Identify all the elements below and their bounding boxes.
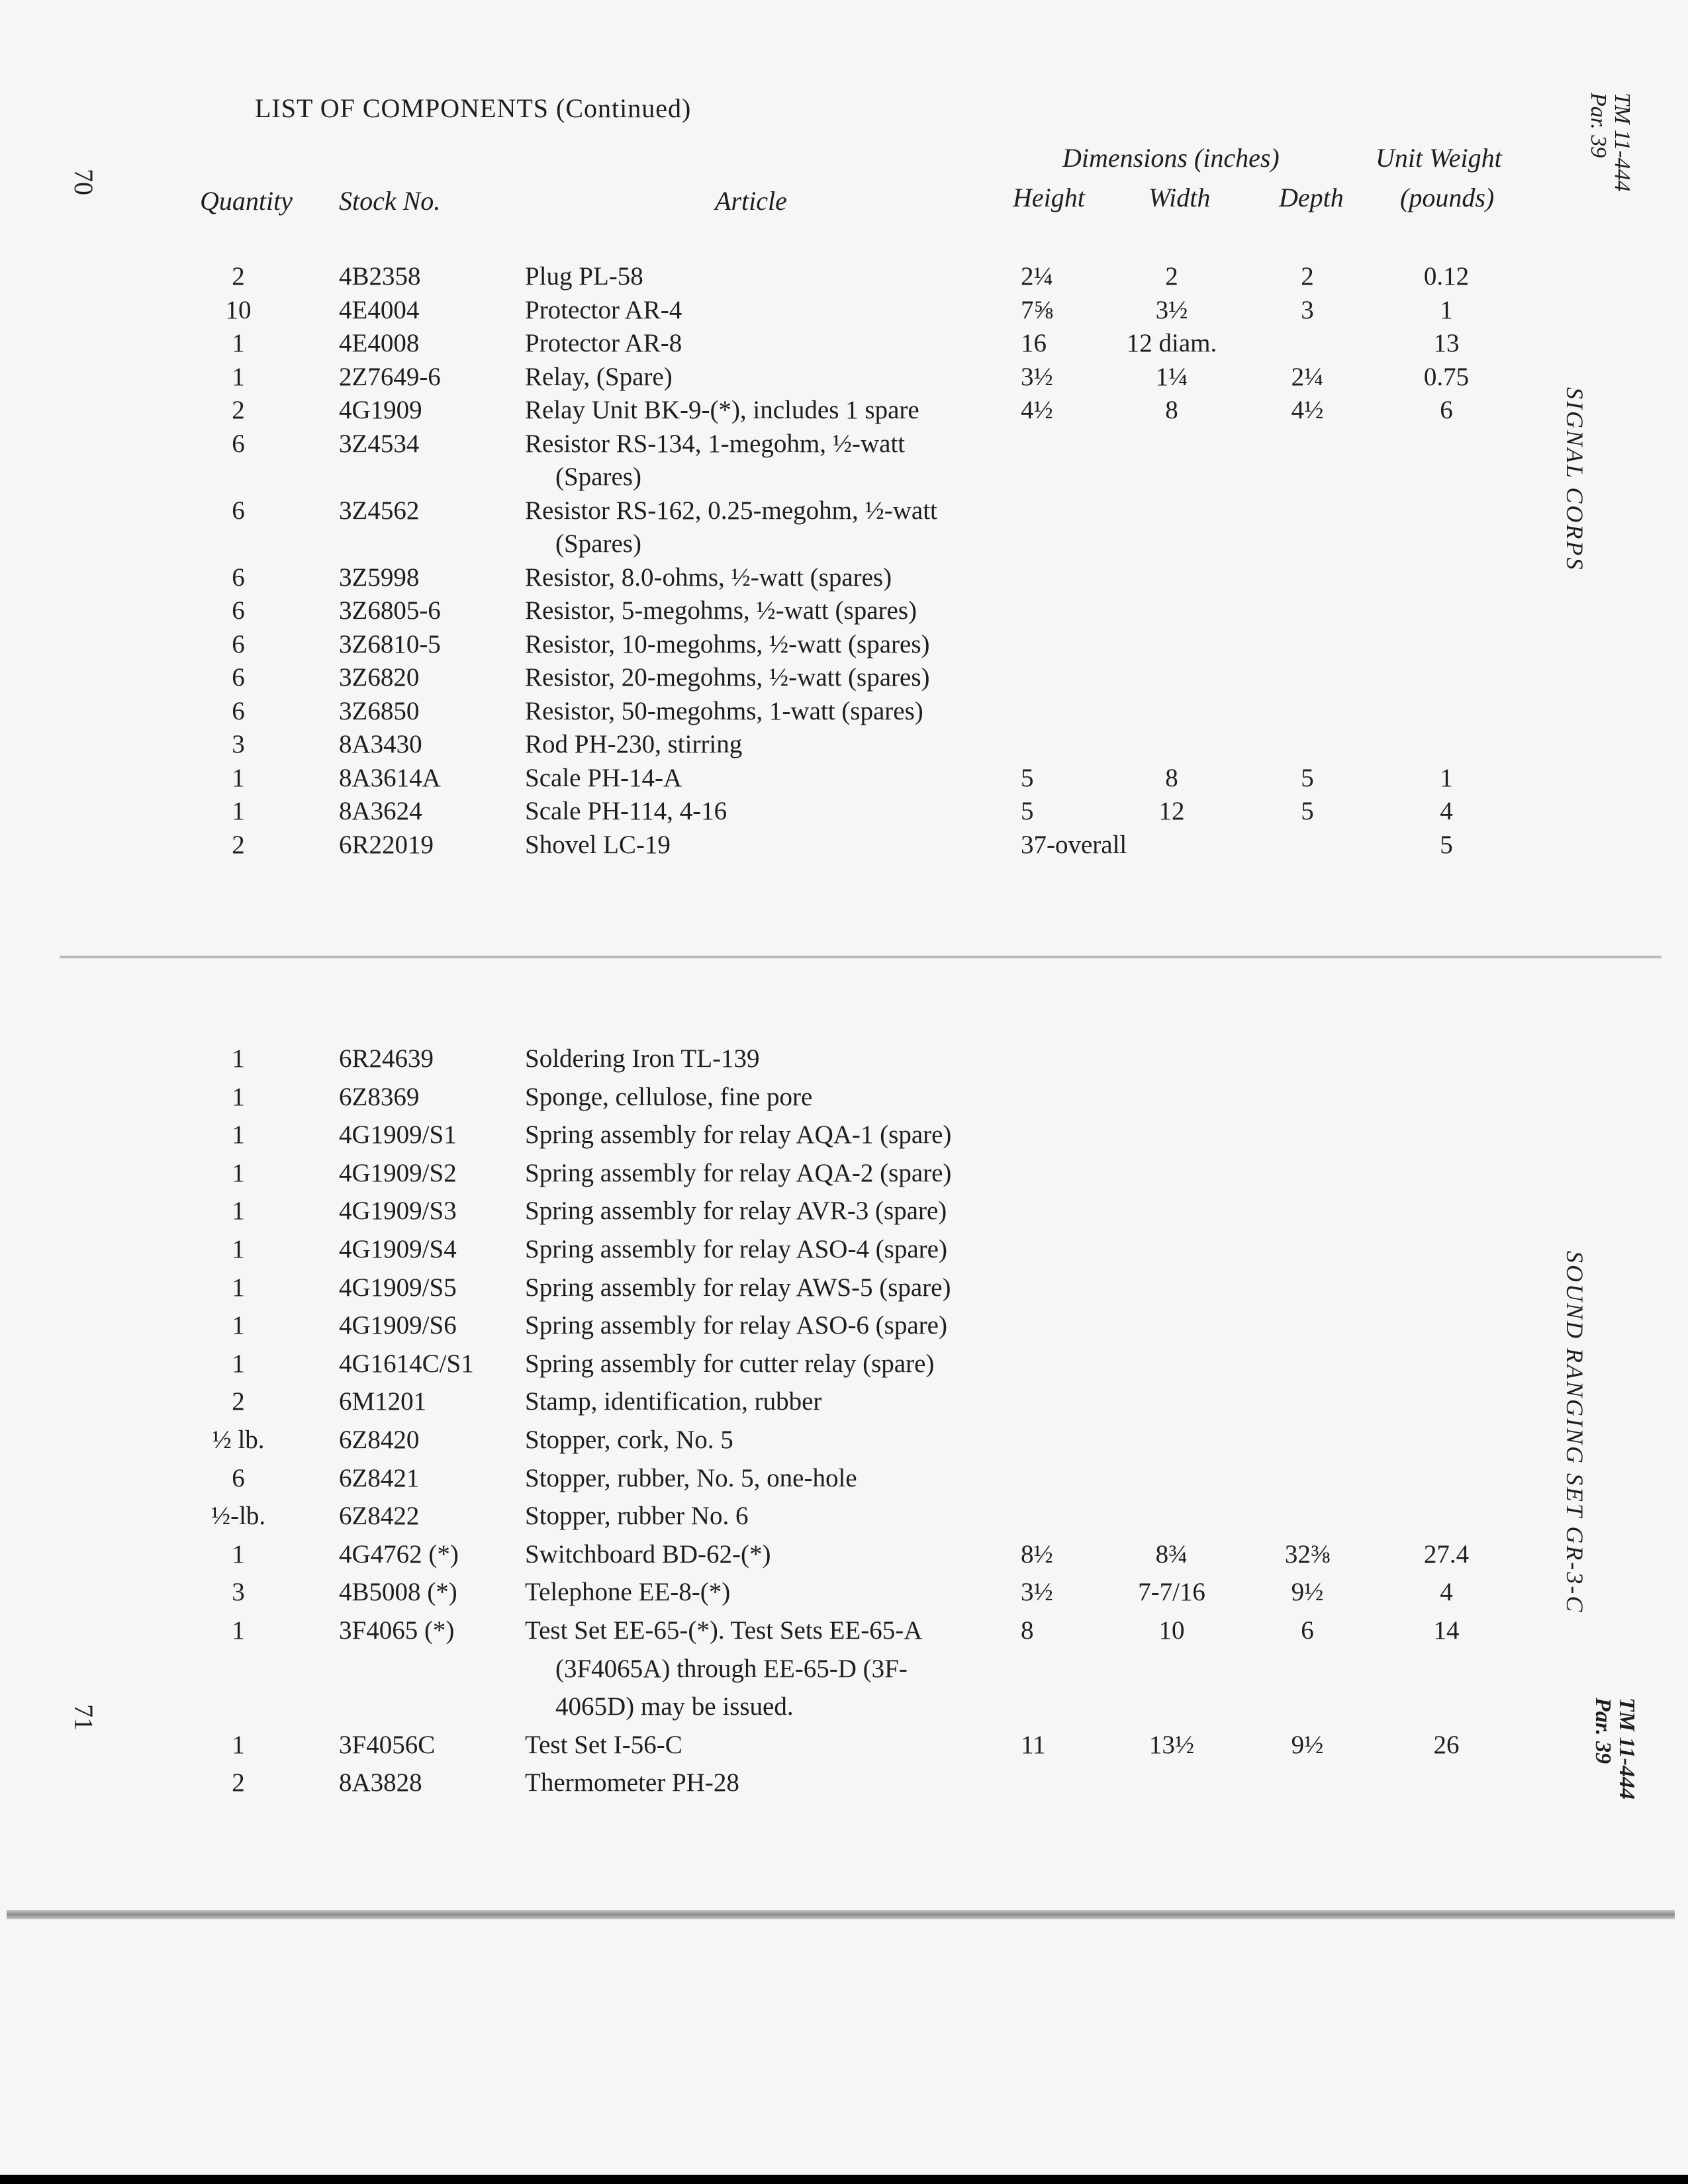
quantity-cell: 6 — [232, 563, 245, 592]
article-cell: Protector AR-8 — [525, 329, 682, 357]
quantity-cell: 1 — [232, 1082, 245, 1111]
stock-number-cell: 6Z8420 — [339, 1426, 420, 1454]
height-cell: 3½ — [1021, 1578, 1053, 1607]
article-cell: (Spares) — [555, 463, 641, 491]
quantity-cell: 1 — [232, 1349, 245, 1378]
width-cell: 1¼ — [1155, 362, 1188, 391]
weight-cell: 1 — [1440, 295, 1453, 324]
section-divider — [60, 956, 1662, 958]
quantity-cell: 1 — [232, 1044, 245, 1073]
header-dimensions: Dimensions (inches) — [1062, 143, 1280, 173]
stock-number-cell: 4G1909/S6 — [339, 1311, 457, 1340]
stock-number-cell: 4G1909 — [339, 396, 422, 424]
stock-number-cell: 6R22019 — [339, 830, 434, 859]
quantity-cell: 1 — [232, 763, 245, 792]
stock-number-cell: 6Z8421 — [339, 1463, 420, 1492]
stock-number-cell: 6R24639 — [339, 1044, 434, 1073]
header-depth: Depth — [1279, 183, 1344, 212]
quantity-cell: 1 — [232, 1311, 245, 1340]
width-cell: 3½ — [1155, 295, 1188, 324]
quantity-cell: 6 — [232, 1463, 245, 1492]
width-cell: 7-7/16 — [1138, 1578, 1205, 1607]
side-ref-par: Par. 39 — [1591, 1698, 1615, 1764]
stock-number-cell: 4G4762 (*) — [339, 1539, 459, 1569]
article-cell: Shovel LC-19 — [525, 830, 671, 859]
stock-number-cell: 4G1909/S1 — [339, 1120, 457, 1150]
header-height: Height — [1013, 183, 1085, 212]
stock-number-cell: 4G1614C/S1 — [339, 1349, 474, 1378]
article-cell: Relay, (Spare) — [525, 362, 673, 391]
quantity-cell: 2 — [232, 262, 245, 291]
stock-number-cell: 8A3624 — [339, 797, 422, 825]
height-cell: 3½ — [1021, 362, 1053, 391]
weight-cell: 0.75 — [1423, 362, 1470, 391]
stock-number-cell: 3Z6805-6 — [339, 596, 441, 625]
article-cell: Switchboard BD-62-(*) — [525, 1539, 771, 1569]
article-cell: Soldering Iron TL-139 — [525, 1044, 760, 1073]
article-cell: Spring assembly for relay AQA-2 (spare) — [525, 1158, 952, 1187]
article-cell: Spring assembly for relay ASO-6 (spare) — [525, 1311, 947, 1340]
depth-cell: 5 — [1301, 797, 1314, 825]
width-cell: 12 — [1158, 797, 1185, 825]
article-cell: Resistor RS-162, 0.25-megohm, ½-watt — [525, 496, 937, 525]
stock-number-cell: 3F4056C — [339, 1730, 436, 1759]
quantity-cell: 1 — [232, 1197, 245, 1226]
article-cell: Spring assembly for relay AWS-5 (spare) — [525, 1273, 951, 1302]
width-cell: 12 diam. — [1126, 329, 1217, 357]
quantity-cell: 1 — [232, 1539, 245, 1569]
quantity-cell: 3 — [232, 1578, 245, 1607]
article-cell: Resistor, 20-megohms, ½-watt (spares) — [525, 663, 930, 692]
quantity-cell: ½-lb. — [211, 1502, 266, 1531]
article-cell: (Spares) — [555, 529, 641, 558]
stock-number-cell: 3Z4562 — [339, 496, 420, 525]
article-cell: Protector AR-4 — [525, 295, 682, 324]
stock-number-cell: 3F4065 (*) — [339, 1616, 455, 1645]
article-cell: Spring assembly for relay AVR-3 (spare) — [525, 1197, 947, 1226]
article-cell: 4065D) may be issued. — [555, 1692, 794, 1721]
stock-number-cell: 8A3828 — [339, 1768, 422, 1797]
width-cell: 10 — [1158, 1616, 1185, 1645]
weight-cell: 27.4 — [1423, 1539, 1470, 1569]
quantity-cell: 6 — [232, 629, 245, 659]
side-label-signal-corps: SIGNAL CORPS — [1562, 387, 1588, 572]
article-cell: Relay Unit BK-9-(*), includes 1 spare — [525, 396, 919, 424]
quantity-cell: 2 — [232, 396, 245, 424]
stock-number-cell: 4G1909/S4 — [339, 1235, 457, 1263]
article-cell: Plug PL-58 — [525, 262, 643, 291]
article-cell: Spring assembly for relay ASO-4 (spare) — [525, 1235, 947, 1263]
weight-cell: 1 — [1440, 763, 1453, 792]
quantity-cell: 6 — [232, 429, 245, 458]
article-cell: Spring assembly for cutter relay (spare) — [525, 1349, 935, 1378]
quantity-cell: 2 — [232, 830, 245, 859]
quantity-cell: 6 — [232, 696, 245, 725]
quantity-cell: 2 — [232, 1768, 245, 1797]
stock-number-cell: 3Z6810-5 — [339, 629, 441, 659]
stock-number-cell: 4E4008 — [339, 329, 420, 357]
width-cell: 2 — [1165, 262, 1178, 291]
stock-number-cell: 3Z6850 — [339, 696, 420, 725]
height-cell: 4½ — [1021, 396, 1053, 424]
stock-number-cell: 4B2358 — [339, 262, 421, 291]
side-reference-bottom — [1591, 1698, 1638, 1799]
article-cell: Stopper, rubber, No. 5, one-hole — [525, 1463, 857, 1492]
article-cell: Test Set I-56-C — [525, 1730, 682, 1759]
stock-number-cell: 6M1201 — [339, 1387, 427, 1416]
stock-number-cell: 4G1909/S3 — [339, 1197, 457, 1226]
weight-cell: 4 — [1440, 797, 1453, 825]
side-reference-top — [1586, 93, 1634, 192]
depth-cell: 4½ — [1291, 396, 1324, 424]
article-cell: Scale PH-114, 4-16 — [525, 797, 727, 825]
weight-cell: 13 — [1433, 329, 1460, 357]
quantity-cell: 1 — [232, 1273, 245, 1302]
stock-number-cell: 8A3614A — [339, 763, 441, 792]
side-label-sound-ranging: SOUND RANGING SET GR-3-C — [1562, 1251, 1588, 1614]
depth-cell: 9½ — [1291, 1578, 1324, 1607]
depth-cell: 9½ — [1291, 1730, 1324, 1759]
header-unit-weight: Unit Weight — [1376, 143, 1502, 173]
quantity-cell: 1 — [232, 329, 245, 357]
stock-number-cell: 6Z8422 — [339, 1502, 420, 1531]
article-cell: Sponge, cellulose, fine pore — [525, 1082, 813, 1111]
depth-cell: 3 — [1301, 295, 1314, 324]
article-cell: Stopper, cork, No. 5 — [525, 1426, 733, 1454]
weight-cell: 4 — [1440, 1578, 1453, 1607]
article-cell: Scale PH-14-A — [525, 763, 682, 792]
article-cell: Resistor, 5-megohms, ½-watt (spares) — [525, 596, 917, 625]
side-ref-tm: TM 11-444 — [1610, 93, 1634, 192]
quantity-cell: 1 — [232, 362, 245, 391]
height-cell: 8 — [1021, 1616, 1034, 1645]
weight-cell: 26 — [1433, 1730, 1460, 1759]
stock-number-cell: 4G1909/S2 — [339, 1158, 457, 1187]
header-width: Width — [1149, 183, 1211, 212]
quantity-cell: 1 — [232, 1120, 245, 1150]
page-number-top: 70 — [69, 169, 99, 195]
depth-cell: 32⅜ — [1284, 1539, 1331, 1569]
quantity-cell: 1 — [232, 797, 245, 825]
quantity-cell: 6 — [232, 663, 245, 692]
side-ref-tm: TM 11-444 — [1615, 1698, 1639, 1799]
height-cell: 11 — [1021, 1730, 1046, 1759]
stock-number-cell: 3Z4534 — [339, 429, 420, 458]
article-cell: Rod PH-230, stirring — [525, 730, 743, 758]
height-cell: 37-overall — [1021, 830, 1127, 859]
height-cell: 16 — [1021, 329, 1047, 357]
article-cell: Resistor, 50-megohms, 1-watt (spares) — [525, 696, 923, 725]
header-quantity: Quantity — [200, 186, 293, 216]
depth-cell: 5 — [1301, 763, 1314, 792]
page-title: LIST OF COMPONENTS (Continued) — [255, 93, 692, 123]
quantity-cell: 6 — [232, 596, 245, 625]
stock-number-cell: 4B5008 (*) — [339, 1578, 457, 1607]
article-cell: Stopper, rubber No. 6 — [525, 1502, 749, 1531]
article-cell: Resistor, 8.0-ohms, ½-watt (spares) — [525, 563, 892, 592]
stock-number-cell: 6Z8369 — [339, 1082, 420, 1111]
height-cell: 5 — [1021, 797, 1034, 825]
height-cell: 7⅝ — [1021, 295, 1053, 324]
depth-cell: 6 — [1301, 1616, 1314, 1645]
article-cell: Resistor RS-134, 1-megohm, ½-watt — [525, 429, 906, 458]
weight-cell: 0.12 — [1423, 262, 1470, 291]
stock-number-cell: 4G1909/S5 — [339, 1273, 457, 1302]
stock-number-cell: 3Z5998 — [339, 563, 420, 592]
header-article: Article — [715, 186, 787, 216]
article-cell: Stamp, identification, rubber — [525, 1387, 822, 1416]
weight-cell: 14 — [1433, 1616, 1460, 1645]
quantity-cell: 6 — [232, 496, 245, 525]
height-cell: 8½ — [1021, 1539, 1053, 1569]
quantity-cell: 1 — [232, 1616, 245, 1645]
quantity-cell: 1 — [232, 1235, 245, 1263]
page-number-bottom: 71 — [69, 1704, 99, 1731]
stock-number-cell: 4E4004 — [339, 295, 420, 324]
width-cell: 8¾ — [1155, 1539, 1188, 1569]
width-cell: 13½ — [1149, 1730, 1195, 1759]
side-ref-par: Par. 39 — [1586, 93, 1611, 158]
article-cell: Telephone EE-8-(*) — [525, 1578, 731, 1607]
width-cell: 8 — [1165, 763, 1178, 792]
article-cell: Thermometer PH-28 — [525, 1768, 739, 1797]
stock-number-cell: 8A3430 — [339, 730, 422, 758]
weight-cell: 5 — [1440, 830, 1453, 859]
header-stock-no: Stock No. — [339, 186, 441, 216]
width-cell: 8 — [1165, 396, 1178, 424]
article-cell: Resistor, 10-megohms, ½-watt (spares) — [525, 629, 930, 659]
quantity-cell: 3 — [232, 730, 245, 758]
weight-cell: 6 — [1440, 396, 1453, 424]
bottom-rule — [7, 1910, 1675, 1919]
quantity-cell: ½ lb. — [212, 1426, 265, 1454]
article-cell: Test Set EE-65-(*). Test Sets EE-65-A — [525, 1616, 923, 1645]
article-cell: (3F4065A) through EE-65-D (3F- — [555, 1654, 908, 1683]
quantity-cell: 10 — [225, 295, 252, 324]
stock-number-cell: 3Z6820 — [339, 663, 420, 692]
height-cell: 2¼ — [1021, 262, 1053, 291]
depth-cell: 2¼ — [1291, 362, 1324, 391]
stock-number-cell: 2Z7649-6 — [339, 362, 441, 391]
article-cell: Spring assembly for relay AQA-1 (spare) — [525, 1120, 952, 1150]
header-pounds: (pounds) — [1400, 183, 1495, 212]
quantity-cell: 2 — [232, 1387, 245, 1416]
height-cell: 5 — [1021, 763, 1034, 792]
scan-edge — [0, 2175, 1688, 2184]
quantity-cell: 1 — [232, 1158, 245, 1187]
depth-cell: 2 — [1301, 262, 1314, 291]
quantity-cell: 1 — [232, 1730, 245, 1759]
